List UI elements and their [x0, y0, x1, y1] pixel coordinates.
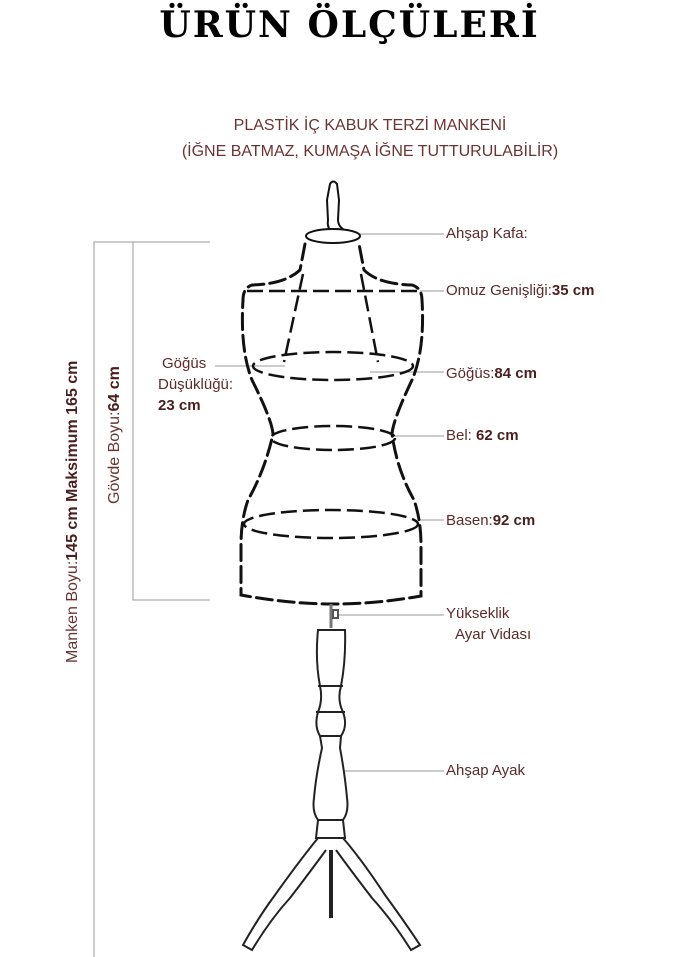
bust-drop-line-2: Düşüklüğü: [158, 376, 234, 393]
bust-value: 84 cm [494, 365, 537, 382]
leader-lines [338, 234, 444, 771]
waist-ellipse [271, 426, 395, 450]
subtitle-line-2: (İĞNE BATMAZ, KUMAŞA İĞNE TUTTURULABİLİR) [181, 143, 559, 160]
mannequin-height-label [64, 361, 82, 663]
bust-drop-line-1: Göğüs [162, 355, 207, 372]
hip-ellipse [244, 510, 418, 538]
waist-value: 62 cm [476, 427, 519, 444]
bust-label [446, 365, 537, 382]
tripod-left [243, 838, 326, 950]
waist-label [446, 427, 519, 444]
wooden-head [306, 182, 360, 244]
page-title: ÜRÜN ÖLÇÜLERİ [159, 4, 540, 46]
screw-label-line-1: Yükseklik [446, 605, 510, 622]
hip-value: 92 cm [492, 512, 536, 529]
bust-label-text: Göğüs: [446, 365, 495, 382]
measurement-lines [244, 274, 420, 538]
shoulder-label-text: Omuz Genişliği: [446, 282, 552, 299]
body-height-label-text: Gövde Boyu: [106, 411, 123, 504]
waist-label-text: Bel: [446, 427, 472, 444]
screw-label [446, 603, 531, 645]
mannequin-height-label-text: Manken Boyu: [64, 560, 81, 663]
body-height-label [106, 366, 124, 504]
hip-label-text: Basen: [446, 512, 493, 529]
bust-drop-right [361, 274, 378, 362]
shoulder-value: 35 cm [551, 282, 595, 299]
height-guides [94, 242, 285, 957]
mannequin-height-value: 145 cm Maksimum 165 cm [64, 360, 81, 561]
height-screw [331, 604, 338, 628]
bust-drop-value: 23 cm [158, 397, 201, 414]
body-height-guide [133, 242, 210, 600]
tripod-right [336, 838, 420, 950]
bust-drop-label [158, 353, 233, 416]
leg-label: Ahşap Ayak [446, 762, 525, 779]
shoulder-label [446, 282, 594, 299]
screw-label-line-2: Ayar Vidası [455, 626, 532, 643]
wooden-leg [243, 630, 420, 950]
subtitle-line-1: PLASTİK İÇ KABUK TERZİ MANKENİ [233, 117, 507, 134]
bust-drop-left [284, 274, 303, 362]
body-height-value: 64 cm [106, 366, 123, 412]
head-label: Ahşap Kafa: [446, 225, 528, 242]
torso-outline [241, 244, 423, 604]
hip-label [446, 512, 535, 529]
